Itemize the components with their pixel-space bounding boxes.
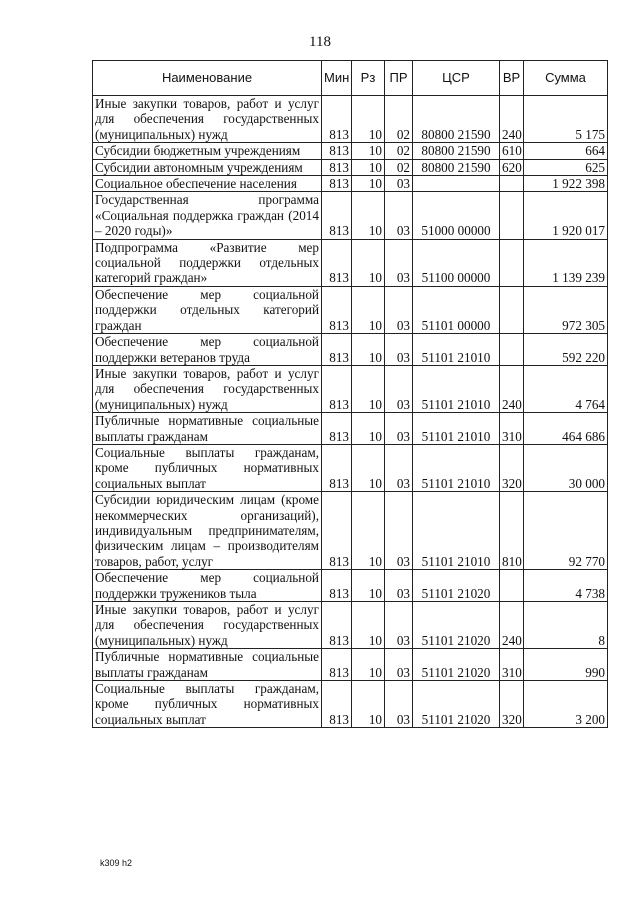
- cell-pr: 03: [385, 413, 413, 445]
- table-row: [93, 649, 608, 681]
- cell-csr: 51101 21010: [413, 413, 500, 445]
- cell-sum: 8: [524, 602, 608, 649]
- cell-csr: 80800 21590: [413, 159, 500, 175]
- cell-name: Обеспечение мер социальной поддержки отдельных категорий граждан: [93, 286, 322, 333]
- cell-sum: 464 686: [524, 413, 608, 445]
- cell-rz: 10: [352, 444, 385, 491]
- cell-pr: 03: [385, 334, 413, 366]
- cell-vr: 240: [500, 96, 524, 143]
- col-header-csr: ЦСР: [413, 61, 500, 96]
- cell-csr: 51100 00000: [413, 239, 500, 286]
- cell-csr: 51101 21020: [413, 681, 500, 728]
- cell-name: Социальное обеспечение населения: [93, 176, 322, 192]
- cell-csr: 80800 21590: [413, 96, 500, 143]
- cell-pr: 03: [385, 286, 413, 333]
- budget-table: [92, 60, 608, 728]
- cell-name: Иные закупки товаров, работ и услуг для обеспечения государственных (муниципальных) нужд: [93, 365, 322, 412]
- cell-rz: 10: [352, 413, 385, 445]
- col-header-vr: ВР: [500, 61, 524, 96]
- cell-pr: 03: [385, 192, 413, 239]
- cell-sum: 5 175: [524, 96, 608, 143]
- cell-min: 813: [322, 239, 352, 286]
- cell-rz: 10: [352, 649, 385, 681]
- cell-min: 813: [322, 143, 352, 159]
- table-row: [93, 159, 608, 175]
- cell-pr: 03: [385, 176, 413, 192]
- cell-pr: 03: [385, 602, 413, 649]
- cell-sum: 990: [524, 649, 608, 681]
- cell-min: 813: [322, 413, 352, 445]
- cell-sum: 972 305: [524, 286, 608, 333]
- cell-min: 813: [322, 159, 352, 175]
- cell-vr: [500, 334, 524, 366]
- cell-rz: 10: [352, 570, 385, 602]
- cell-sum: 30 000: [524, 444, 608, 491]
- cell-rz: 10: [352, 334, 385, 366]
- cell-rz: 10: [352, 96, 385, 143]
- cell-min: 813: [322, 334, 352, 366]
- cell-vr: [500, 176, 524, 192]
- cell-rz: 10: [352, 159, 385, 175]
- cell-min: 813: [322, 176, 352, 192]
- cell-name: Подпрограмма «Развитие мер социальной поддержки отдельных категорий граждан»: [93, 239, 322, 286]
- cell-vr: 610: [500, 143, 524, 159]
- col-header-sum: Сумма: [524, 61, 608, 96]
- table-body: [93, 96, 608, 728]
- cell-name: Субсидии юридическим лицам (кроме некоммерческих организаций), индивидуальным предпринимателям, физическим лицам – производителям товаров, работ, услуг: [93, 492, 322, 570]
- cell-min: 813: [322, 602, 352, 649]
- cell-csr: 51101 21010: [413, 365, 500, 412]
- col-header-rz: Рз: [352, 61, 385, 96]
- cell-name: Обеспечение мер социальной поддержки ветеранов труда: [93, 334, 322, 366]
- cell-csr: 80800 21590: [413, 143, 500, 159]
- cell-name: Иные закупки товаров, работ и услуг для обеспечения государственных (муниципальных) нужд: [93, 602, 322, 649]
- cell-csr: 51101 21010: [413, 444, 500, 491]
- cell-min: 813: [322, 365, 352, 412]
- cell-pr: 03: [385, 239, 413, 286]
- cell-csr: 51101 21010: [413, 334, 500, 366]
- cell-name: Государственная программа «Социальная поддержка граждан (2014 – 2020 годы)»: [93, 192, 322, 239]
- table-row: [93, 286, 608, 333]
- cell-rz: 10: [352, 239, 385, 286]
- table-row: [93, 444, 608, 491]
- cell-sum: 92 770: [524, 492, 608, 570]
- cell-sum: 664: [524, 143, 608, 159]
- cell-min: 813: [322, 286, 352, 333]
- cell-name: Социальные выплаты гражданам, кроме публичных нормативных социальных выплат: [93, 681, 322, 728]
- cell-sum: 3 200: [524, 681, 608, 728]
- cell-rz: 10: [352, 492, 385, 570]
- footer-code: k309 h2: [100, 858, 133, 868]
- cell-vr: 320: [500, 444, 524, 491]
- cell-vr: [500, 570, 524, 602]
- col-header-name: Наименование: [93, 61, 322, 96]
- cell-vr: 240: [500, 602, 524, 649]
- cell-name: Субсидии автономным учреждениям: [93, 159, 322, 175]
- page-number: 118: [309, 34, 331, 50]
- cell-sum: 1 922 398: [524, 176, 608, 192]
- cell-pr: 02: [385, 143, 413, 159]
- cell-csr: 51101 21020: [413, 570, 500, 602]
- cell-vr: 310: [500, 649, 524, 681]
- table-row: [93, 602, 608, 649]
- table-row: [93, 334, 608, 366]
- cell-vr: 620: [500, 159, 524, 175]
- cell-min: 813: [322, 681, 352, 728]
- cell-vr: [500, 192, 524, 239]
- cell-rz: 10: [352, 192, 385, 239]
- cell-csr: 51000 00000: [413, 192, 500, 239]
- cell-pr: 03: [385, 681, 413, 728]
- cell-vr: 810: [500, 492, 524, 570]
- cell-name: Публичные нормативные социальные выплаты гражданам: [93, 413, 322, 445]
- cell-name: Социальные выплаты гражданам, кроме публичных нормативных социальных выплат: [93, 444, 322, 491]
- col-header-pr: ПР: [385, 61, 413, 96]
- cell-sum: 625: [524, 159, 608, 175]
- table-row: [93, 413, 608, 445]
- table-row: [93, 143, 608, 159]
- cell-min: 813: [322, 192, 352, 239]
- cell-csr: 51101 00000: [413, 286, 500, 333]
- cell-rz: 10: [352, 365, 385, 412]
- cell-sum: 4 764: [524, 365, 608, 412]
- cell-rz: 10: [352, 286, 385, 333]
- table-row: [93, 96, 608, 143]
- cell-name: Субсидии бюджетным учреждениям: [93, 143, 322, 159]
- cell-csr: 51101 21020: [413, 649, 500, 681]
- cell-csr: [413, 176, 500, 192]
- table-header-row: [93, 61, 608, 96]
- cell-pr: 03: [385, 365, 413, 412]
- table-row: [93, 492, 608, 570]
- cell-sum: 1 920 017: [524, 192, 608, 239]
- cell-vr: 310: [500, 413, 524, 445]
- table-row: [93, 239, 608, 286]
- cell-vr: [500, 239, 524, 286]
- cell-rz: 10: [352, 602, 385, 649]
- cell-rz: 10: [352, 143, 385, 159]
- cell-vr: 240: [500, 365, 524, 412]
- table-row: [93, 192, 608, 239]
- cell-pr: 03: [385, 492, 413, 570]
- table-row: [93, 681, 608, 728]
- cell-pr: 03: [385, 444, 413, 491]
- cell-vr: [500, 286, 524, 333]
- cell-vr: 320: [500, 681, 524, 728]
- cell-pr: 02: [385, 159, 413, 175]
- cell-min: 813: [322, 570, 352, 602]
- cell-name: Публичные нормативные социальные выплаты гражданам: [93, 649, 322, 681]
- table-row: [93, 570, 608, 602]
- cell-rz: 10: [352, 176, 385, 192]
- cell-pr: 02: [385, 96, 413, 143]
- cell-pr: 03: [385, 649, 413, 681]
- cell-min: 813: [322, 444, 352, 491]
- cell-min: 813: [322, 649, 352, 681]
- cell-rz: 10: [352, 681, 385, 728]
- cell-csr: 51101 21010: [413, 492, 500, 570]
- table-row: [93, 365, 608, 412]
- cell-csr: 51101 21020: [413, 602, 500, 649]
- cell-name: Обеспечение мер социальной поддержки тружеников тыла: [93, 570, 322, 602]
- col-header-min: Мин: [322, 61, 352, 96]
- cell-sum: 1 139 239: [524, 239, 608, 286]
- cell-sum: 4 738: [524, 570, 608, 602]
- table-row: [93, 176, 608, 192]
- cell-pr: 03: [385, 570, 413, 602]
- cell-min: 813: [322, 492, 352, 570]
- cell-min: 813: [322, 96, 352, 143]
- cell-sum: 592 220: [524, 334, 608, 366]
- cell-name: Иные закупки товаров, работ и услуг для обеспечения государственных (муниципальных) нужд: [93, 96, 322, 143]
